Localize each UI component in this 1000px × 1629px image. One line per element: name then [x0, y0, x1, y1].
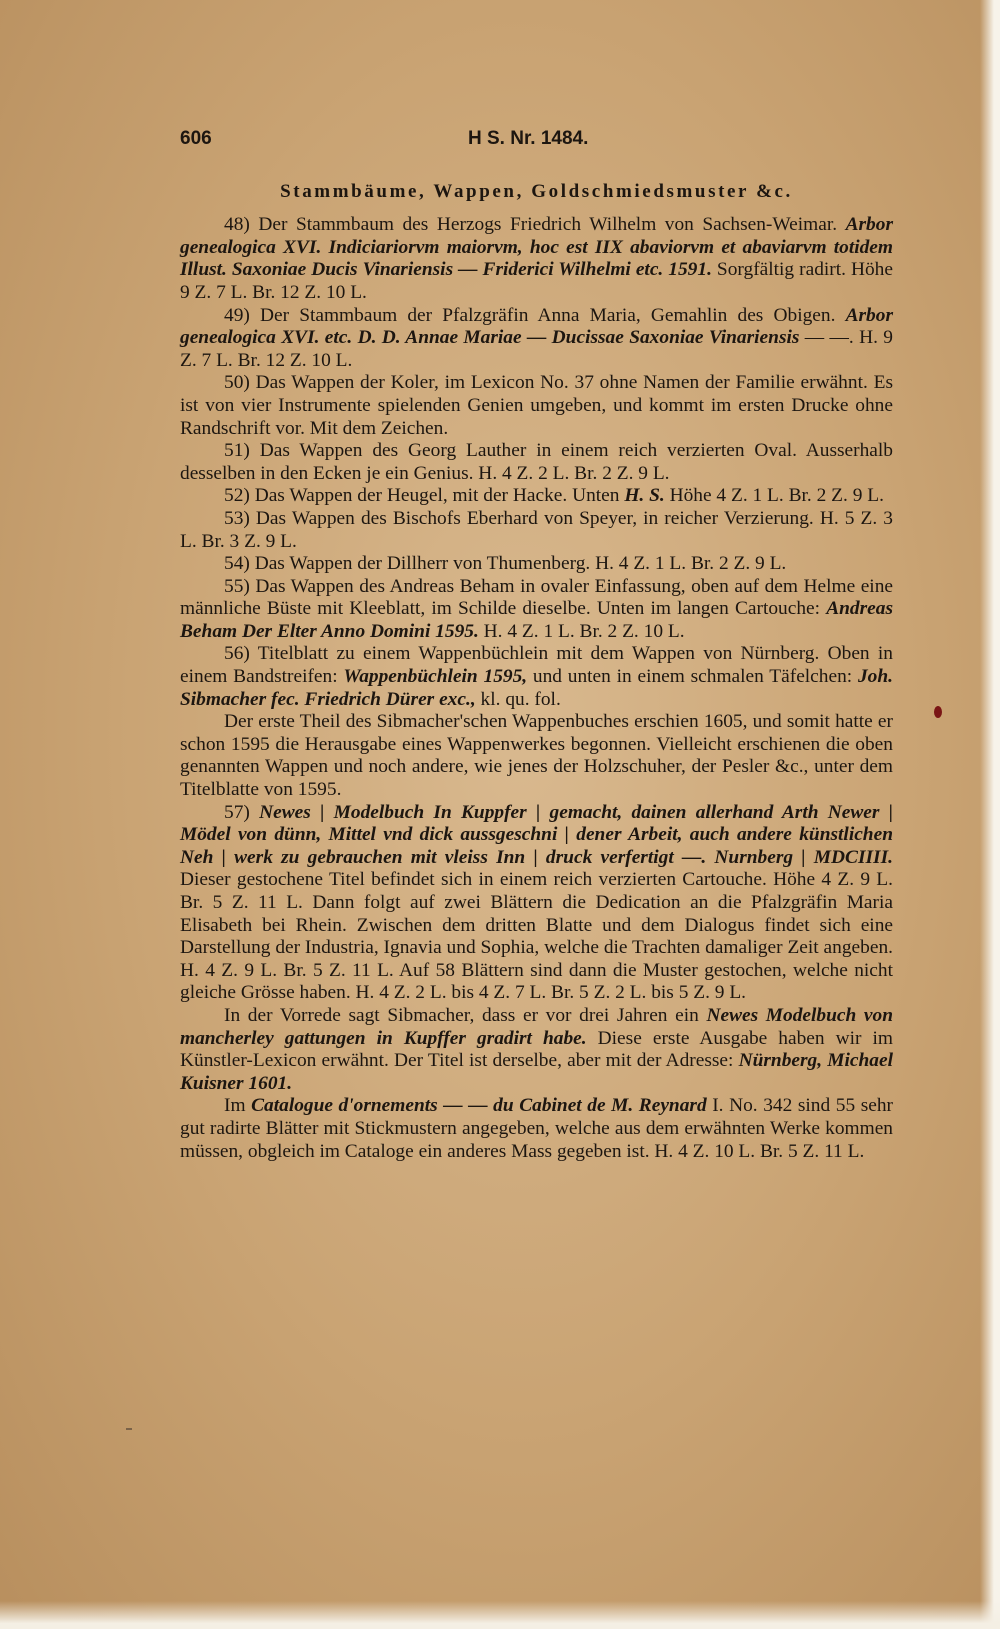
entry-text: 57) [224, 801, 260, 823]
entry-text: 50) Das Wappen der Koler, im Lexicon No. 37 ohne Namen der Familie erwähnt. Es ist von vier Instrumente spielenden Genien umgeben, und kommt im ersten Drucke ohne Randschrift vor. Mit dem Zeichen. [180, 372, 893, 439]
catalogue-entry [180, 711, 893, 801]
catalogue-entry [180, 576, 893, 644]
italic-title-text: H. S. [624, 485, 665, 507]
catalogue-entry [180, 1095, 893, 1163]
running-title: H S. Nr. 1484. [468, 128, 589, 149]
entry-text: 54) Das Wappen der Dillherr von Thumenberg. H. 4 Z. 1 L. Br. 2 Z. 9 L. [224, 553, 787, 575]
entry-text: 55) Das Wappen des Andreas Beham in ovaler Einfassung, oben auf dem Helme eine männliche Büste mit Kleeblatt, im Schilde dieselbe. Unten im langen Cartouche: [180, 575, 893, 620]
ink-spot [934, 706, 942, 718]
entry-text: Der erste Theil des Sibmacher'schen Wappenbuches erschien 1605, und somit hatte er schon 1595 die Herausgabe eines Wappenwerkes begonnen. Vielleicht erschienen die oben genannten Wappen und noch andere, wie jenes der Holzschuher, der Pesler &c., unter dem Titelblatte von 1595. [180, 711, 893, 801]
catalogue-entry [180, 214, 893, 304]
italic-title-text: Nürnberg, Michael Kuisner 1601. [180, 1050, 893, 1094]
entry-text: kl. qu. fol. [475, 688, 561, 710]
entry-text: 52) Das Wappen der Heugel, mit der Hacke. Unten [224, 485, 625, 507]
entry-text: 49) Der Stammbaum der Pfalzgräfin Anna Maria, Gemahlin des Obigen. [224, 304, 846, 326]
entry-text: H. 4 Z. 1 L. Br. 2 Z. 10 L. [478, 620, 685, 642]
entry-text: und unten in einem schmalen Täfelchen: [527, 666, 858, 688]
catalogue-entry [180, 802, 893, 1005]
italic-title-text: Arbor genealogica XVI. etc. D. D. Annae Mariae — Ducissae Saxoniae Vinariensis [180, 304, 893, 349]
entry-text: 51) Das Wappen des Georg Lauther in einem reich verzierten Oval. Ausserhalb desselben in den Ecken je ein Genius. H. 4 Z. 2 L. Br. 2 Z. 9 L. [180, 440, 893, 484]
catalogue-entry [180, 305, 893, 373]
catalogue-entry [180, 553, 893, 576]
catalogue-entry [180, 1005, 893, 1095]
italic-title-text: Andreas Beham Der Elter Anno Domini 1595. [180, 598, 893, 642]
page-edge-right [980, 0, 1000, 1629]
catalogue-entry [180, 372, 893, 440]
italic-title-text: Arbor genealogica XVI. Indiciariorvm maiorvm, hoc est IIX abaviorvm et abaviarvm totidem Illust. Saxoniae Ducis Vinariensis — Friderici Wilhelmi etc. 1591. [180, 214, 893, 281]
entry-text: 56) Titelblatt zu einem Wappenbüchlein mit dem Wappen von Nürnberg. Oben in einem Bandstreifen: [180, 643, 893, 688]
text-column [180, 128, 893, 1163]
italic-title-text: Newes Modelbuch von mancherley gattungen in Kupffer gradirt habe. [180, 1004, 893, 1049]
catalogue-entry [180, 643, 893, 711]
italic-title-text: Wappenbüchlein 1595, [343, 666, 528, 688]
entry-text: Diese erste Ausgabe haben wir im Künstler-Lexicon erwähnt. Der Titel ist derselbe, aber mit der Adresse: [180, 1027, 893, 1072]
margin-mark [126, 1428, 132, 1430]
entry-text: — —. H. 9 Z. 7 L. Br. 12 Z. 10 L. [180, 327, 893, 371]
running-head [180, 128, 893, 151]
entry-text: Im [224, 1095, 252, 1117]
italic-title-text: Catalogue d'ornements — — du Cabinet de M. Reynard [251, 1095, 707, 1117]
page-edge-bottom [0, 1601, 1000, 1629]
entry-text: Höhe 4 Z. 1 L. Br. 2 Z. 9 L. [664, 485, 884, 507]
section-title: Stammbäume, Wappen, Goldschmiedsmuster &c. [280, 180, 793, 202]
catalogue-entry [180, 508, 893, 553]
entry-text: Sorgfältig radirt. Höhe 9 Z. 7 L. Br. 12 Z. 10 L. [180, 259, 893, 303]
entry-text: In der Vorrede sagt Sibmacher, dass er vor drei Jahren ein [224, 1004, 707, 1026]
catalogue-entry [180, 485, 893, 508]
entry-text: Dieser gestochene Titel befindet sich in einem reich verzierten Cartouche. Höhe 4 Z. 9 L. Br. 5 Z. 11 L. Dann folgt auf zwei Blättern die Dedication an die Pfalzgräfin Maria Elisabeth bei Rhein. Zwischen dem dritten Blatte und dem Dialogus findet sich eine Darstellung der Industria, Ignavia und Sophia, welche die Trachten damaliger Zeit angeben. H. 4 Z. 9 L. Br. 5 Z. 11 L. Auf 58 Blättern sind dann die Muster gestochen, welche nicht gleiche Grösse haben. H. 4 Z. 2 L. bis 4 Z. 7 L. Br. 5 Z. 2 L. bis 5 Z. 9 L. [180, 869, 893, 1004]
entry-text: 53) Das Wappen des Bischofs Eberhard von Speyer, in reicher Verzierung. H. 5 Z. 3 L. Br. 3 Z. 9 L. [180, 507, 893, 552]
italic-title-text: Joh. Sibmacher fec. Friedrich Dürer exc., [180, 666, 893, 710]
entry-text: I. No. 342 sind 55 sehr gut radirte Blätter mit Stickmustern angegeben, welche aus dem erwähnten Werke kommen müssen, obgleich im Cataloge ein anderes Mass gegeben ist. H. 4 Z. 10 L. Br. 5 Z. 11 L. [180, 1095, 894, 1162]
entry-text: 48) Der Stammbaum des Herzogs Friedrich Wilhelm von Sachsen-Weimar. [224, 214, 846, 236]
entries-list [180, 214, 893, 1163]
catalogue-entry [180, 440, 893, 485]
italic-title-text: Newes | Modelbuch In Kuppfer | gemacht, dainen allerhand Arth Newer | Mödel von dünn, Mittel vnd dick aussgeschni | dener Arbeit, auch andere künstlichen Neh | werk zu gebrauchen mit vleiss Inn | druck verfertigt —. Nurnberg | MDCIIII. [180, 801, 893, 868]
page-number: 606 [180, 128, 212, 149]
